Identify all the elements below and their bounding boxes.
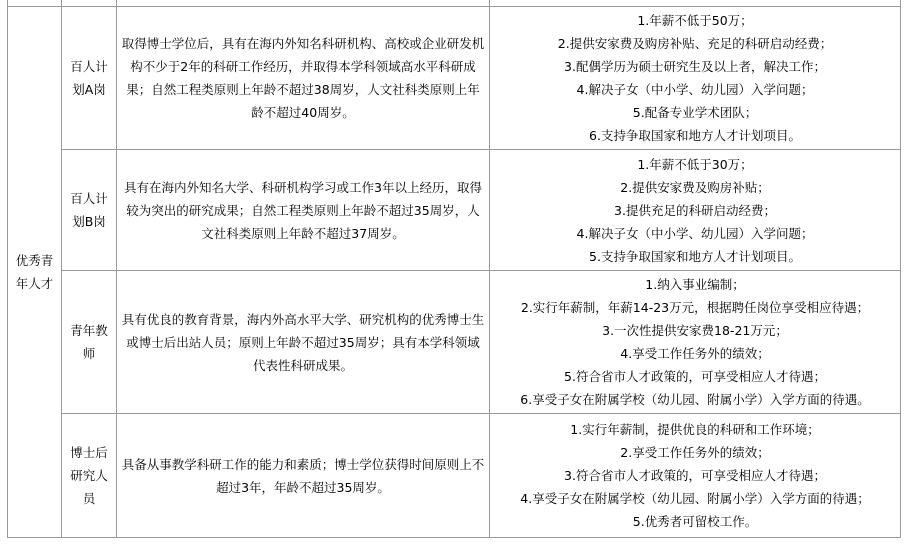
benefit-item: 3.符合省市人才政策的，可享受相应人才待遇； <box>564 468 826 483</box>
benefit-item: 5.符合省市人才政策的，可享受相应人才待遇； <box>564 369 826 384</box>
benefits-cell <box>490 7 901 150</box>
benefit-item: 2.提供安家费及购房补贴； <box>620 179 770 195</box>
benefit-item: 4.解决子女（中小学、幼儿园）入学问题； <box>576 82 814 97</box>
table-row <box>8 271 901 414</box>
position-name: 百人计划A岗 <box>62 7 117 150</box>
benefit-item: 6.支持争取国家和地方人才计划项目。 <box>589 128 801 143</box>
requirements-text: 具有在海内外知名大学、科研机构学习或工作3年以上经历，取得较为突出的研究成果；自然工程类原则上年龄不超过35周岁，人文社科类原则上年龄不超过37周岁。 <box>124 179 482 241</box>
benefit-item: 2.实行年薪制，年薪14-23万元，根据聘任岗位享受相应待遇； <box>520 300 870 315</box>
requirements-text: 具有优良的教育背景，海内外高水平大学、研究机构的优秀博士生或博士后出站人员；原则上年龄不超过35周岁；具有本学科领域代表性科研成果。 <box>121 311 485 373</box>
benefit-item: 1.年薪不低于50万； <box>637 13 753 28</box>
position-name: 百人计划B岗 <box>62 150 117 271</box>
requirements-text: 具备从事教学科研工作的能力和素质；博士学位获得时间原则上不超过3年，年龄不超过35周岁。 <box>121 456 485 495</box>
table-row <box>8 414 901 538</box>
benefits-cell <box>490 414 901 538</box>
talent-benefits-table <box>7 0 901 538</box>
benefit-item: 5.支持争取国家和地方人才计划项目。 <box>589 248 801 264</box>
benefit-item: 1.年薪不低于30万； <box>637 156 753 172</box>
requirements-cell <box>117 271 490 414</box>
benefits-cell <box>490 271 901 414</box>
benefit-item: 5.优秀者可留校工作。 <box>632 514 758 529</box>
benefits-cell <box>490 150 901 271</box>
benefit-item: 3.提供充足的科研启动经费； <box>614 202 776 218</box>
benefit-item: 2.享受工作任务外的绩效； <box>620 445 770 460</box>
benefit-item: 5.配备专业学术团队； <box>632 105 758 120</box>
benefit-item: 1.纳入事业编制； <box>645 277 745 292</box>
benefit-item: 3.配偶学历为硕士研究生及以上者，解决工作； <box>564 59 826 74</box>
benefit-item: 4.享受工作任务外的绩效； <box>620 346 770 361</box>
category-cell: 优秀青年人才 <box>8 7 62 538</box>
table-row <box>8 150 901 271</box>
requirements-cell <box>117 414 490 538</box>
table-row <box>8 7 901 150</box>
benefit-item: 3.一次性提供安家费18-21万元； <box>602 323 788 338</box>
requirements-text: 取得博士学位后，具有在海内外知名科研机构、高校或企业研发机构不少于2年的科研工作经历，并取得本学科领域高水平科研成果；自然工程类原则上年龄不超过38周岁，人文社科类原则上年龄不超过40周岁。 <box>121 36 485 120</box>
benefit-item: 1.实行年薪制，提供优良的科研和工作环境； <box>570 422 820 437</box>
benefit-item: 4.享受子女在附属学校（幼儿园、附属小学）入学方面的待遇； <box>520 491 870 506</box>
benefit-item: 2.提供安家费及购房补贴、充足的科研启动经费； <box>557 36 833 51</box>
requirements-cell <box>117 150 490 271</box>
benefit-item: 4.解决子女（中小学、幼儿园）入学问题； <box>576 225 814 241</box>
benefit-item: 6.享受子女在附属学校（幼儿园、附属小学）入学方面的待遇。 <box>520 392 870 407</box>
requirements-cell <box>117 7 490 150</box>
position-name: 青年教师 <box>62 271 117 414</box>
position-name: 博士后研究人员 <box>62 414 117 538</box>
